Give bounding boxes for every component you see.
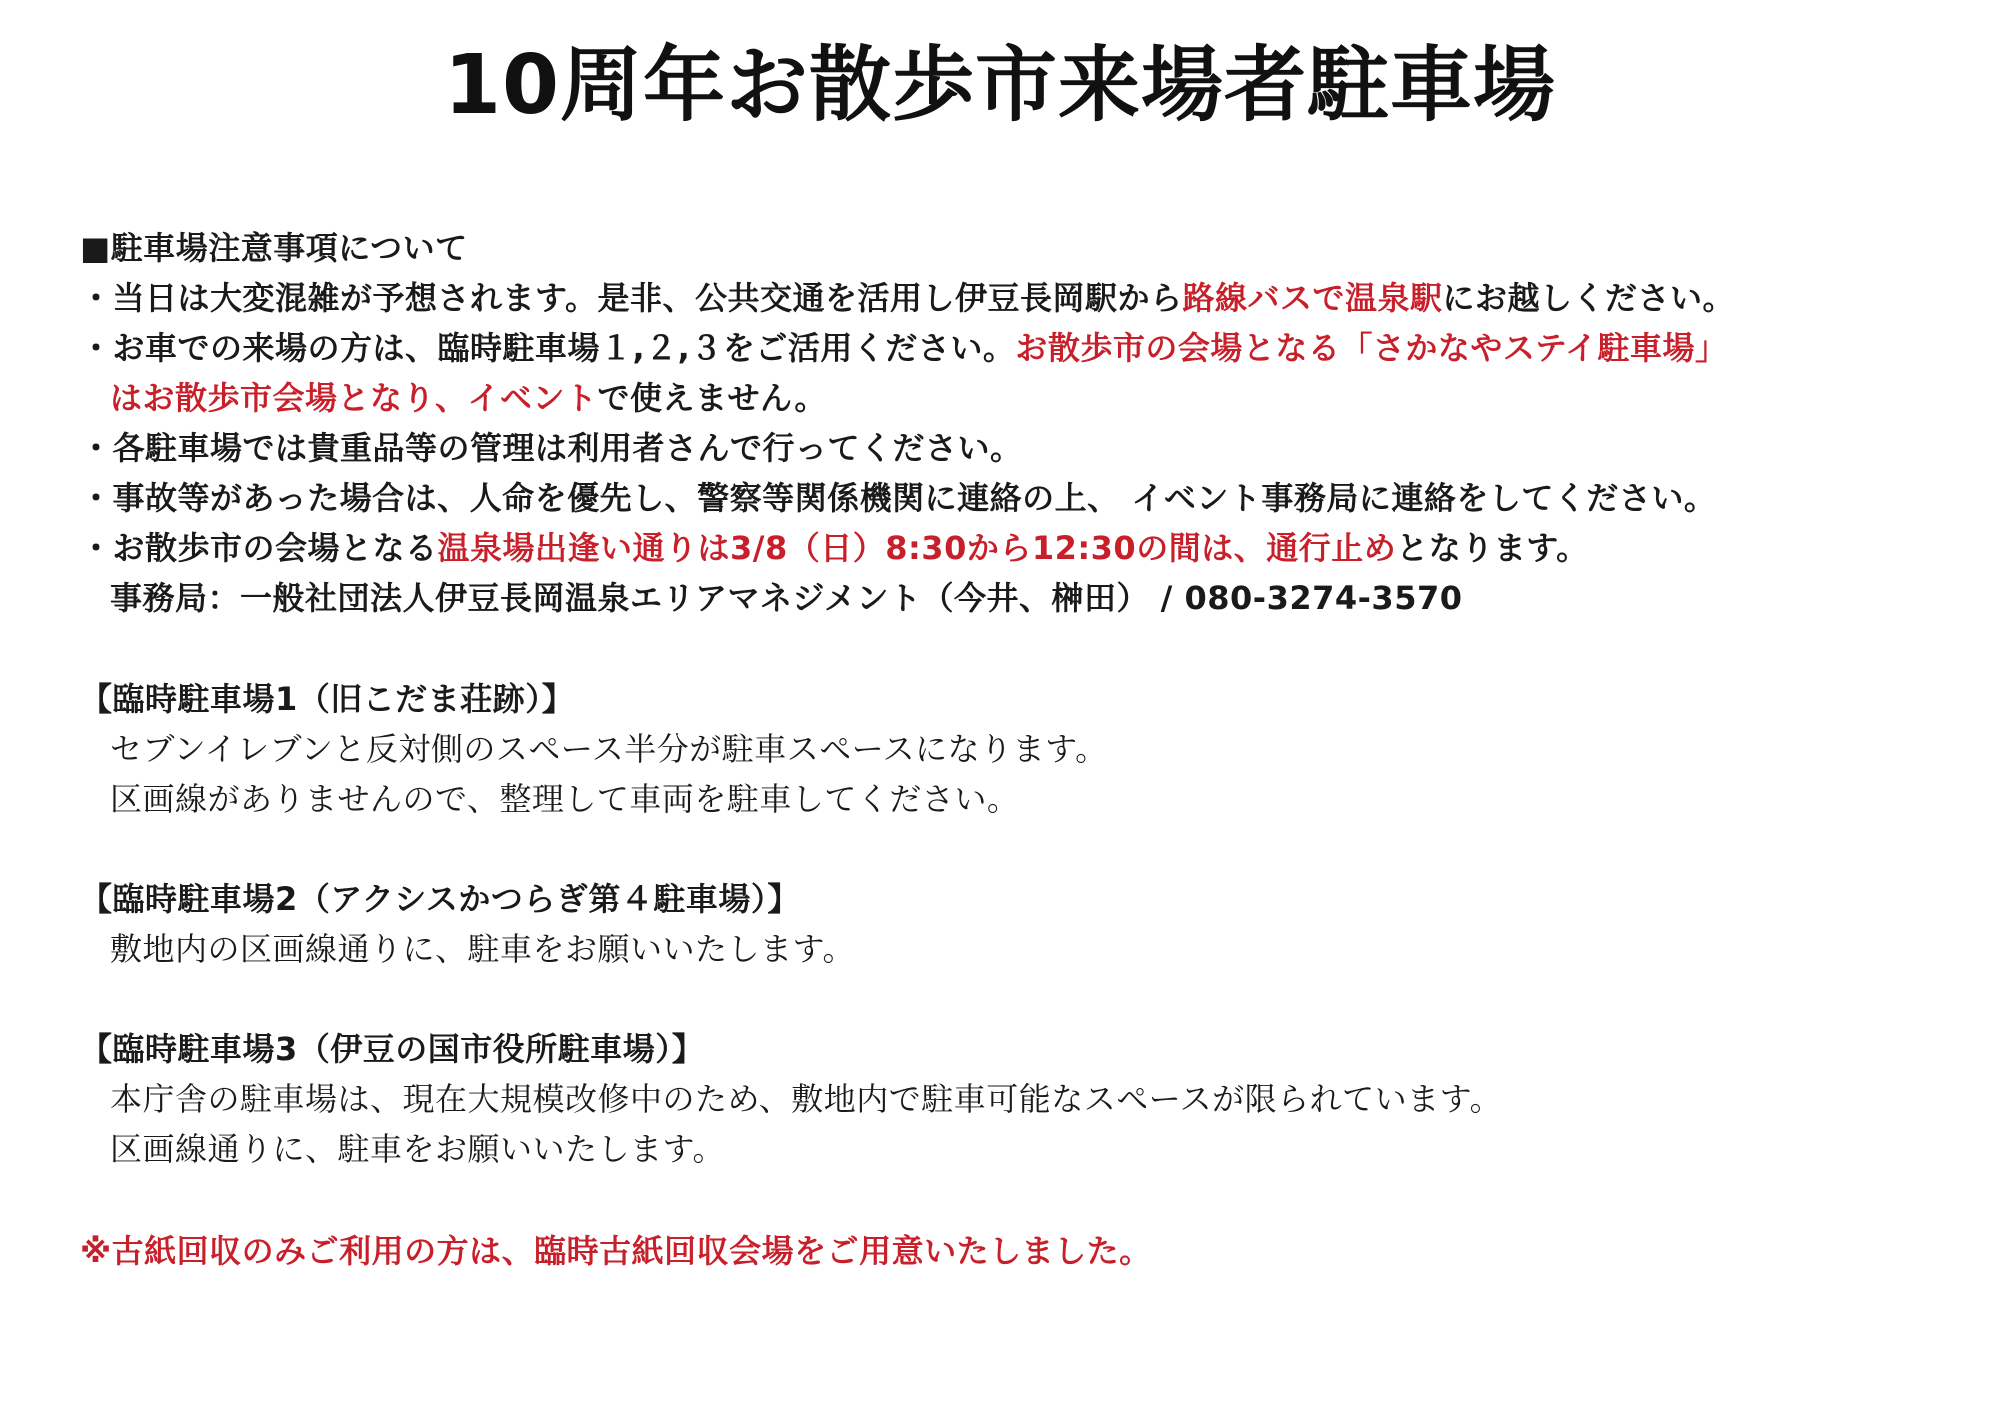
bullet-text: ・お散歩市の会場となる	[80, 529, 438, 567]
footer-note: ※古紙回収のみご利用の方は、臨時古紙回収会場をご用意いたしました。	[80, 1232, 1152, 1270]
lot-2-heading: 【臨時駐車場2（アクシスかつらぎ第４駐車場）】	[80, 880, 800, 918]
bullet-text: ・当日は大変混雑が予想されます。是非、公共交通を活用し伊豆長岡駅から	[80, 279, 1183, 317]
bullet-highlight: 路線バスで温泉駅	[1182, 279, 1443, 317]
bullet-text: にお越しください。	[1442, 279, 1735, 317]
office-contact: 事務局：一般社団法人伊豆長岡温泉エリアマネジメント（今井、榊田） / 080-3274-3570	[110, 579, 1463, 617]
bullet-highlight: 温泉場出逢い通りは3/8（日）8:30から12:30の間は、通行止め	[437, 529, 1397, 567]
bullet-highlight: はお散歩市会場となり、イベント	[110, 379, 598, 417]
notice-bullet-accident: ・事故等があった場合は、人命を優先し、警察等関係機関に連絡の上、 イベント事務局に連絡をしてください。	[80, 479, 1717, 517]
lot-2-text: 敷地内の区画線通りに、駐車をお願いいたします。	[110, 930, 855, 968]
lot-1-text: 区画線がありませんので、整理して車両を駐車してください。	[110, 780, 1020, 818]
lot-1-heading: 【臨時駐車場1（旧こだま荘跡）】	[80, 680, 575, 718]
lot-3-text: 区画線通りに、駐車をお願いいたします。	[110, 1130, 725, 1168]
lot-3-heading: 【臨時駐車場3（伊豆の国市役所駐車場）】	[80, 1030, 705, 1068]
notice-bullet-valuables: ・各駐車場では貴重品等の管理は利用者さんで行ってください。	[80, 429, 1023, 467]
notice-bullet-road-closure	[80, 528, 1589, 568]
bullet-highlight: お散歩市の会場となる「さかなやステイ駐車場」	[1015, 329, 1728, 367]
notice-bullet-parking-cont	[110, 378, 827, 418]
bullet-text: で使えません。	[597, 379, 827, 417]
lot-1-text: セブンイレブンと反対側のスペース半分が駐車スペースになります。	[110, 730, 1108, 768]
notice-heading: ■駐車場注意事項について	[80, 229, 468, 267]
notice-bullet-parking	[80, 328, 1727, 368]
bullet-text: ・お車での来場の方は、臨時駐車場１,２,３をご活用ください。	[80, 329, 1016, 367]
notice-bullet-transit	[80, 278, 1735, 318]
page-title: 10周年お散歩市来場者駐車場	[443, 38, 1557, 133]
lot-3-text: 本庁舎の駐車場は、現在大規模改修中のため、敷地内で駐車可能なスペースが限られています。	[110, 1080, 1503, 1118]
bullet-text: となります。	[1396, 529, 1589, 567]
